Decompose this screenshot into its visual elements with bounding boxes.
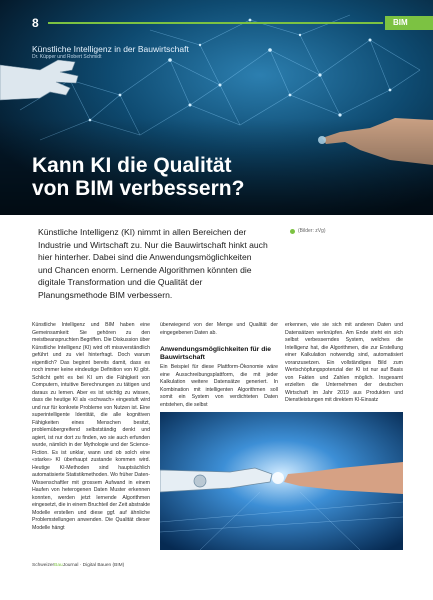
- body-column-3: [285, 322, 403, 405]
- page-header: [0, 14, 433, 32]
- body-paragraph: überwiegend von der Menge und Qualität der eingegebenen Daten ab.: [160, 322, 278, 336]
- page-number: 8: [32, 16, 39, 30]
- section-subheading: Anwendungsmöglichkeiten für die Bauwirtschaft: [160, 346, 272, 361]
- body-column-2-top: [160, 322, 278, 337]
- handshake-illustration: [160, 412, 403, 550]
- article-kicker: Künstliche Intelligenz in der Bauwirtschaft: [32, 44, 189, 54]
- footer-brand-2: Bau: [54, 563, 63, 568]
- credit-dot-icon: [290, 229, 295, 234]
- article-authors: Dr. Küpper und Robert Schmidt: [32, 54, 102, 60]
- section-tag: BIM: [385, 16, 433, 30]
- body-paragraph: Künstliche Intelligenz und BIM haben eine Gemeinsamkeit: Sie gehören zu den meistbeanspruchten Begriffen. Die Diskussion über Künstliche Intelligenz (KI) wird oft missverständlich geführt und zu viel hinterfragt. Doch warum eigentlich? Das beginnt bereits damit, dass es noch immer keine eindeutige Definition von KI gibt. Schlicht geht es bei KI um die Fähigkeit von Computern, intuitive Berechnungen zu tätigen und daraus zu lernen. Aber es ist wichtig zu wissen, dass die heutige KI als «schwach» eingestuft wird und nur für konkrete Probleme von Nutzen ist. Eine superintelligente Identität, die alle kognitiven Fähigkeiten eines Menschen besitzt, problemübergreifend selbstständig denkt und agiert, ist nur dort zu finden, wo sie auch erfunden wurde, nämlich in der Mythologie und der Science-Fiction. Es ist unklar, wann und ob solch eine «starke» KI überhaupt zustande kommen wird. Heutige KI-Methoden sind hauptsächlich automatisierte Statistikmethoden. Wo früher Daten-Wissenschaftler mit grossem Aufwand in einem Haufen von heterogenen Daten Muster erkennen konnten, werden jetzt lernende Algorithmen eingesetzt, die in einem Bruchteil der Zeit abstrakte Modelle erstellen und diese ggf. auf ähnliche Problemstellungen anwenden. Die Qualität dieser Modelle hängt: [32, 322, 150, 531]
- body-column-1: [32, 322, 150, 532]
- body-paragraph: Ein Beispiel für diese Plattform-Ökonomie wäre eine Ausschreibungsplattform, die mit jeder Kalkulation weitere Datensätze generiert. In Kombination mit intelligenten Algorithmen soll somit ein System von verdichteten Daten entstehen, die selbst: [160, 364, 278, 408]
- header-rule: [48, 22, 383, 24]
- article-lead: Künstliche Intelligenz (KI) nimmt in allen Bereichen der Industrie und Wirtschaft zu. Nur die Bauwirtschaft hinkt auch hier hinterher. Dabei sind die Anwendungsmöglichkeiten und Chancen enorm. Lernende Algorithmen könnten die digitale Transformation und die Qualität der Planungsmethode BIM verbessern.: [38, 227, 268, 300]
- hero-image: [0, 0, 433, 215]
- article-title: [32, 154, 412, 200]
- footer-brand-3: Journal · Digital Bauen (BIM): [62, 563, 125, 568]
- body-paragraph: erkennen, wie sie sich mit anderen Daten und Datensätzen verknüpfen. Am Ende steht ein sich selbst verbesserndes System, welches die Intelligenz hat, die Algorithmen, die zur Erstellung einer Kalkulation notwendig sind, automatisiert voranzusetzen. Ein vollständiges Bild zum Wertschöpfungspotenzial der KI ist nur auf Basis von Fakten und Zahlen möglich. Insgesamt erzielten die Unternehmen der deutschen Wirtschaft im Jahr 2019 aus Produkten und Dienstleistungen mit direktem KI-Einsatz: [285, 322, 403, 403]
- robot-human-handshake-photo: [160, 412, 403, 550]
- image-credit: [290, 228, 326, 234]
- page-footer: [32, 563, 124, 568]
- image-credit-text: (Bilder: zVg): [298, 228, 326, 234]
- body-column-2: [160, 364, 278, 409]
- title-line-2: von BIM verbessern?: [32, 177, 245, 200]
- footer-brand-1: Schweizer: [32, 563, 55, 568]
- title-line-1: Kann KI die Qualität: [32, 154, 232, 177]
